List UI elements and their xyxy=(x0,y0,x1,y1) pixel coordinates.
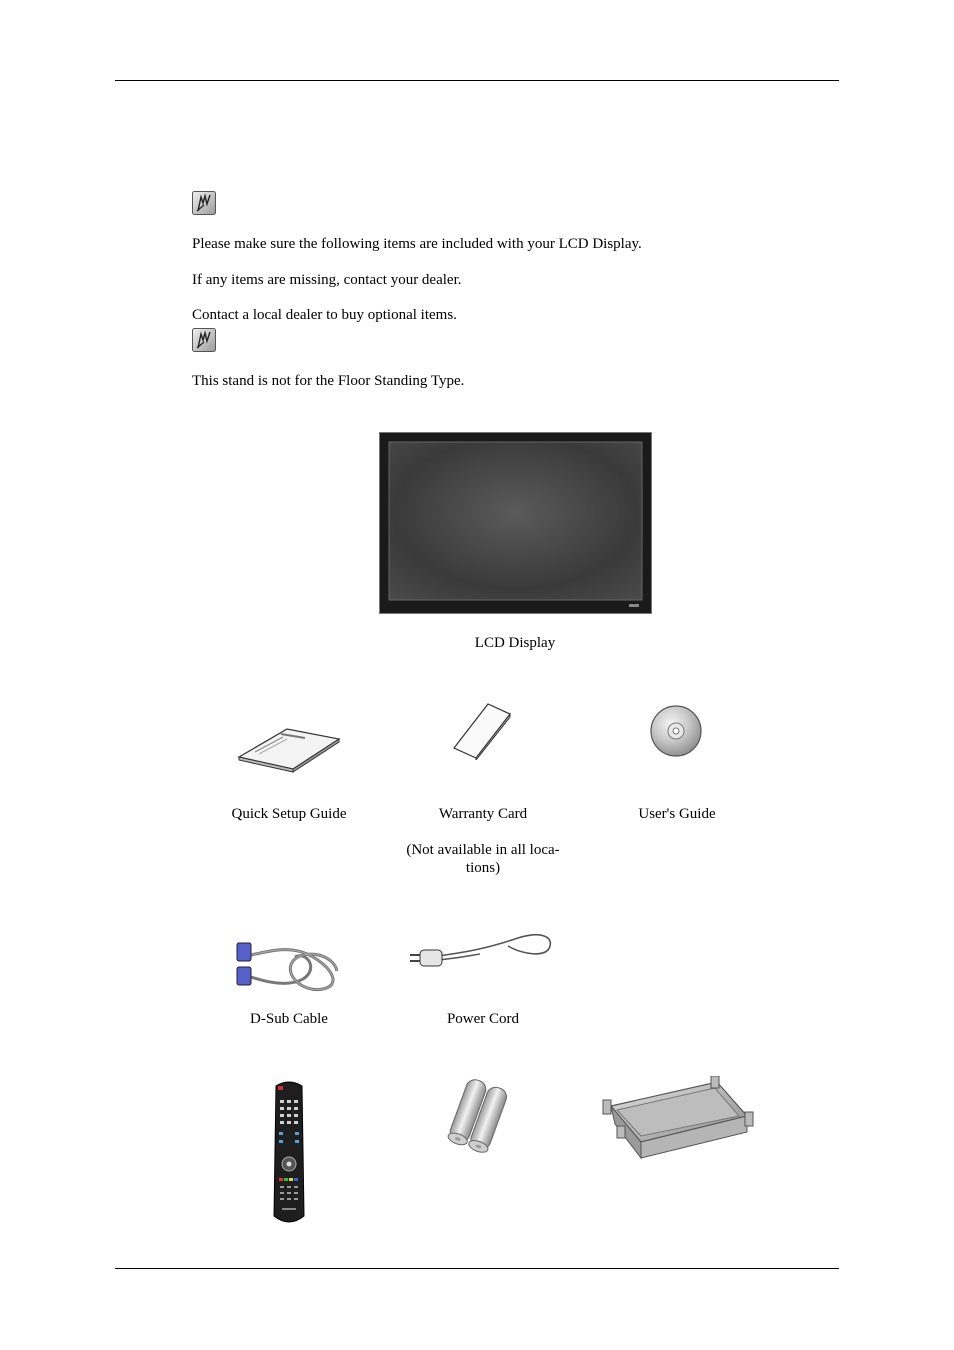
warranty-card-note-line2: tions) xyxy=(465,860,501,876)
quick-setup-guide-label: Quick Setup Guide xyxy=(231,806,347,822)
intro-line-2: If any items are missing, contact your dealer. xyxy=(192,272,462,288)
footer-rule xyxy=(115,1268,839,1269)
dsub-cable-image xyxy=(233,935,345,995)
intro-line-3: Contact a local dealer to buy optional items. xyxy=(192,307,457,323)
header-rule xyxy=(115,80,839,81)
lcd-display-label: LCD Display xyxy=(474,635,556,651)
remote-control-image xyxy=(272,1080,306,1225)
note-pencil-icon xyxy=(192,328,216,352)
warranty-card-label: Warranty Card xyxy=(438,806,528,822)
quick-setup-guide-image xyxy=(233,725,343,775)
batteries-image xyxy=(444,1078,520,1160)
power-cord-image xyxy=(408,928,556,976)
stand-tray-image xyxy=(601,1076,755,1166)
power-cord-label: Power Cord xyxy=(446,1011,520,1027)
warranty-card-note-line1: (Not available in all loca- xyxy=(406,842,560,858)
dsub-cable-label: D-Sub Cable xyxy=(250,1011,328,1027)
intro-line-1: Please make sure the following items are included with your LCD Display. xyxy=(192,236,642,252)
stand-note-text: This stand is not for the Floor Standing Type. xyxy=(192,373,465,389)
users-guide-cd-image xyxy=(649,704,703,758)
users-guide-label: User's Guide xyxy=(638,806,716,822)
lcd-display-image xyxy=(379,432,652,614)
warranty-card-image xyxy=(450,700,516,760)
note-pencil-icon xyxy=(192,191,216,215)
